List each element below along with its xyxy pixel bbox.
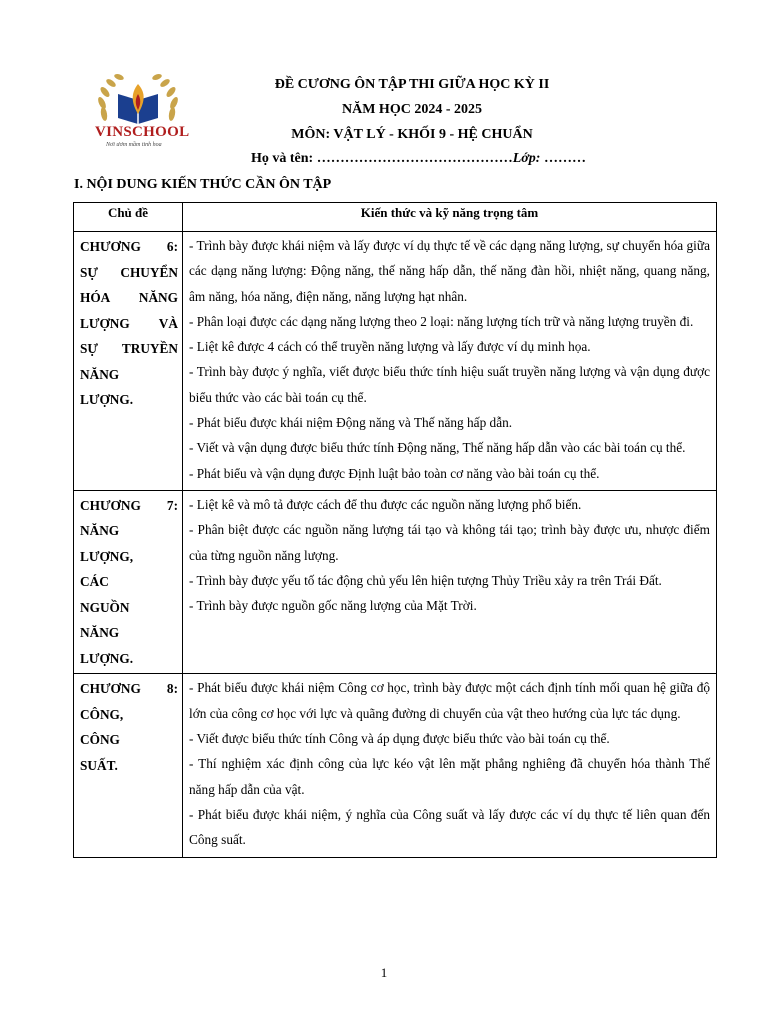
table-header-row — [74, 203, 717, 232]
chapter-title-line: CÔNG, — [80, 706, 124, 722]
chapter-title-line: NĂNG — [80, 366, 120, 382]
list-item: - Phân loại được các dạng năng lượng theo 2 loại: năng lượng tích trữ và năng lượng truyền đi. — [189, 313, 694, 329]
list-item: - Liệt kê được 4 cách có thể truyền năng lượng và lấy được ví dụ minh họa. — [189, 339, 591, 355]
student-info-line — [251, 151, 586, 167]
chapter-cell — [74, 232, 183, 491]
table-row — [74, 490, 717, 674]
list-item: - Phát biểu được khái niệm, ý nghĩa của Công suất và lấy được các ví dụ thực tế liên quan đến Công suất. — [189, 806, 710, 848]
list-item: - Phát biểu được khái niệm Công cơ học, trình bày được một cách định tính mối quan hệ giữa độ lớn của công cơ học với lực và quãng đường di chuyển của vật theo hướng của lực tác dụng. — [189, 680, 710, 721]
list-item: - Trình bày được yếu tố tác động chủ yếu lên hiện tượng Thủy Triều xảy ra trên Trái Đất. — [189, 572, 662, 588]
column-header-knowledge: Kiến thức và kỹ năng trọng tâm — [183, 203, 717, 232]
chapter-title-line: CÔNG — [80, 732, 120, 748]
knowledge-cell — [183, 674, 717, 857]
chapter-title-line: NĂNG — [80, 625, 120, 641]
name-label: Họ và tên: — [251, 151, 317, 166]
logo-tagline: Nơi ươm mầm tinh hoa — [106, 142, 162, 148]
document-title: ĐỀ CƯƠNG ÔN TẬP THI GIỮA HỌC KỲ II — [274, 77, 550, 92]
list-item: - Liệt kê và mô tả được cách để thu được các nguồn năng lượng phổ biến. — [189, 496, 582, 512]
chapter-title-line: SỰ TRUYỀN — [80, 341, 178, 356]
chapter-title-line: LƯỢNG. — [80, 650, 134, 666]
table-row — [74, 232, 717, 491]
page-number: 1 — [380, 965, 388, 980]
list-item: - Viết được biểu thức tính Công và áp dụng được biểu thức vào bài toán cụ thể. — [189, 731, 610, 747]
chapter-title-line: LƯỢNG. — [80, 392, 134, 407]
subject-line: MÔN: VẬT LÝ - KHỐI 9 - HỆ CHUẨN — [291, 127, 533, 142]
name-blank: …………………………………… — [316, 151, 513, 166]
chapter-title-line: CÁC — [80, 574, 109, 590]
chapter-title-line: HÓA NĂNG — [80, 290, 178, 305]
chapter-title-line: CHƯƠNG 8: — [80, 681, 178, 697]
chapter-title-line: NĂNG — [80, 523, 120, 539]
knowledge-cell — [183, 232, 717, 491]
chapter-title-line: LƯỢNG, — [80, 548, 134, 564]
list-item: - Trình bày được nguồn gốc năng lượng của Mặt Trời. — [189, 598, 477, 614]
chapter-title-line: CHƯƠNG 6: — [80, 239, 178, 254]
list-item: - Phân biệt được các nguồn năng lượng tái tạo và không tái tạo; trình bày được ưu, nhược điểm của từng nguồn năng lượng. — [189, 522, 710, 563]
chapter-title-line: SỰ CHUYỂN — [80, 264, 178, 280]
list-item: - Viết và vận dụng được biểu thức tính Động năng, Thế năng hấp dẫn vào các bài toán cụ thể. — [189, 440, 686, 456]
list-item: - Phát biểu và vận dụng được Định luật bảo toàn cơ năng vào bài toán cụ thể. — [189, 465, 600, 481]
chapter-cell — [74, 674, 183, 857]
list-item: - Trình bày được khái niệm và lấy được ví dụ thực tế về các dạng năng lượng, sự chuyển hóa giữa các dạng năng lượng: Động năng, thế năng hấp dẫn, thế năng đàn hồi, nhiệt năng, quang năng, âm năng, hóa năng, điện năng, năng lượng hạt nhân. — [189, 238, 710, 304]
table-row — [74, 674, 717, 857]
column-header-topic: Chủ đề — [74, 203, 183, 232]
chapter-title-line: LƯỢNG VÀ — [80, 315, 178, 331]
list-item: - Phát biểu được khái niệm Động năng và Thế năng hấp dẫn. — [189, 415, 513, 431]
chapter-title-line: CHƯƠNG 7: — [80, 497, 178, 513]
school-year: NĂM HỌC 2024 - 2025 — [342, 102, 482, 117]
chapter-title-line: SUẤT. — [80, 757, 118, 773]
chapter-cell — [74, 490, 183, 674]
section-heading: I. NỘI DUNG KIẾN THỨC CẦN ÔN TẬP — [74, 177, 332, 192]
knowledge-cell — [183, 490, 717, 674]
list-item: - Trình bày được ý nghĩa, viết được biểu thức tính hiệu suất truyền năng lượng và vận dụng được biểu thức vào các bài toán cụ thể. — [189, 364, 710, 405]
chapter-title-line: NGUỒN — [80, 599, 130, 615]
logo-brand-text: VINSCHOOL — [95, 124, 190, 140]
class-blank: ……… — [543, 151, 586, 166]
knowledge-table — [73, 202, 717, 858]
class-label: Lớp: — [512, 151, 544, 166]
list-item: - Thí nghiệm xác định công của lực kéo vật lên mặt phẳng nghiêng đã chuyển hóa thành Thế năng hấp dẫn của vật. — [189, 756, 710, 797]
